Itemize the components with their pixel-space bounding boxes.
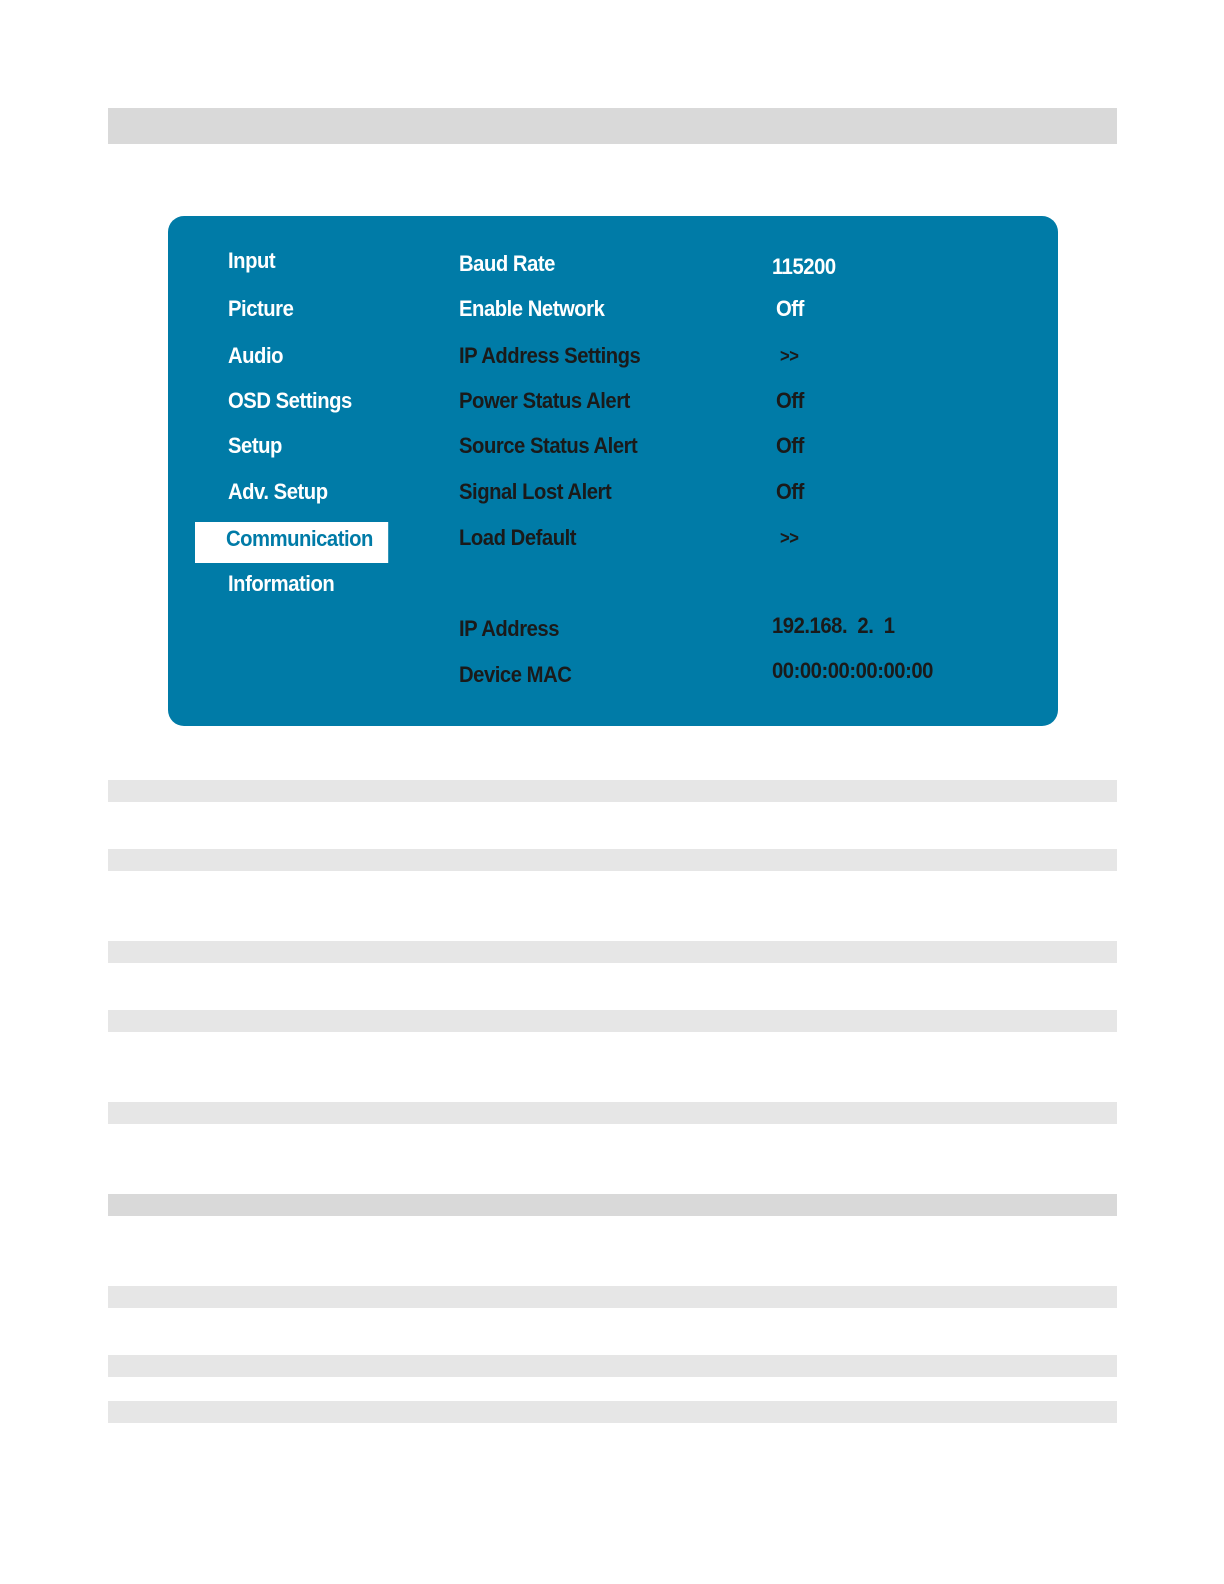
menu-item-input[interactable]: Input [228,248,276,273]
info-label-device-mac: Device MAC [459,662,572,687]
setting-label-signal-lost-alert[interactable]: Signal Lost Alert [459,479,612,504]
chevron-right-icon[interactable]: >> [780,528,799,548]
text-placeholder-bar [108,1286,1117,1308]
setting-label-ip-address-settings[interactable]: IP Address Settings [459,343,641,368]
setting-label-load-default[interactable]: Load Default [459,525,577,550]
text-placeholder-bar [108,1194,1117,1216]
text-placeholder-bar [108,1010,1117,1032]
menu-item-setup[interactable]: Setup [228,433,282,458]
menu-item-picture[interactable]: Picture [228,296,294,321]
text-placeholder-bar [108,849,1117,871]
text-placeholder-bar [108,1355,1117,1377]
setting-value-source-status-alert[interactable]: Off [776,433,804,458]
setting-value-power-status-alert[interactable]: Off [776,388,804,413]
menu-item-osd-settings[interactable]: OSD Settings [228,388,352,413]
setting-label-power-status-alert[interactable]: Power Status Alert [459,388,630,413]
setting-value-enable-network[interactable]: Off [776,296,804,321]
info-value-ip-address: 192.168. 2. 1 [772,613,895,638]
setting-value-baud-rate[interactable]: 115200 [772,254,836,279]
osd-menu-panel [168,216,1058,726]
text-placeholder-bar [108,1102,1117,1124]
menu-item-audio[interactable]: Audio [228,343,284,368]
menu-item-information[interactable]: Information [228,571,335,596]
header-placeholder-bar [108,108,1117,144]
setting-label-source-status-alert[interactable]: Source Status Alert [459,433,638,458]
info-value-device-mac: 00:00:00:00:00:00 [772,658,933,683]
setting-label-enable-network[interactable]: Enable Network [459,296,605,321]
text-placeholder-bar [108,780,1117,802]
menu-item-communication[interactable]: Communication [226,526,373,551]
info-label-ip-address: IP Address [459,616,560,641]
text-placeholder-bar [108,1401,1117,1423]
text-placeholder-bar [108,941,1117,963]
menu-item-adv-setup[interactable]: Adv. Setup [228,479,328,504]
setting-label-baud-rate[interactable]: Baud Rate [459,251,555,276]
chevron-right-icon[interactable]: >> [780,346,799,366]
setting-value-signal-lost-alert[interactable]: Off [776,479,804,504]
